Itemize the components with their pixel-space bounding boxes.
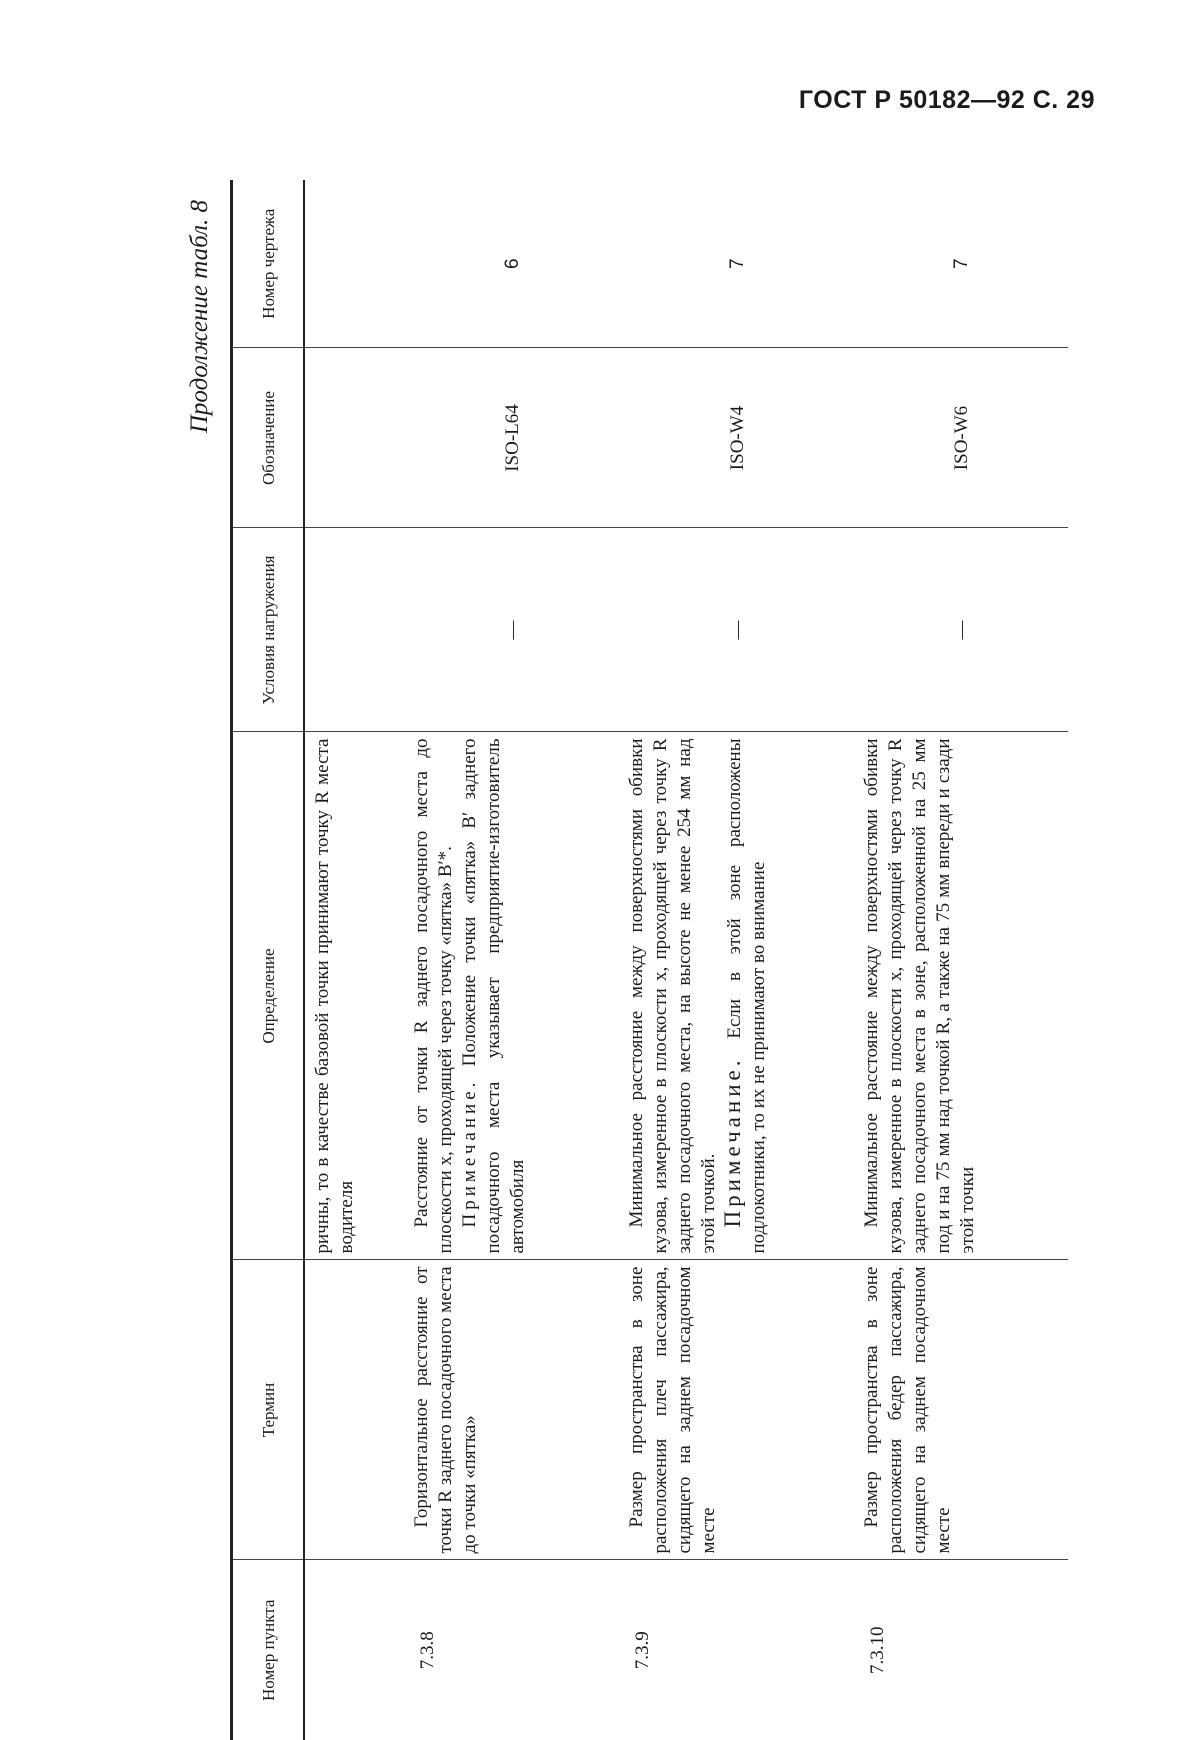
- row-definition: ричны, то в качестве базовой точки принимают точку R места водителя: [304, 732, 404, 1260]
- table-row: [304, 180, 404, 1740]
- col-header-code: Обозначение: [232, 348, 305, 528]
- row-term: [304, 1260, 404, 1560]
- row-code: [304, 348, 404, 528]
- row-term: Размер пространства в зоне расположения бедер пассажира, сидящего на заднем посадочном месте: [854, 1260, 1068, 1560]
- col-header-number: Номер пункта: [232, 1560, 305, 1740]
- col-header-load: Условия нагружения: [232, 528, 305, 732]
- row-code: ISO-W6: [854, 348, 1068, 528]
- col-header-definition: Определение: [232, 732, 305, 1260]
- row-term: Размер пространства в зоне расположения плеч пассажира, сидящего на заднем посадочном месте: [619, 1260, 854, 1560]
- table-caption: Продолжение табл. 8: [186, 200, 213, 434]
- row-code: ISO-L64: [404, 348, 619, 528]
- note-label: Примечание.: [459, 1078, 480, 1228]
- table-row: [619, 180, 854, 1740]
- row-load: —: [619, 528, 854, 732]
- note-label: Примечание.: [720, 1056, 745, 1228]
- row-load: —: [404, 528, 619, 732]
- row-drawing: [304, 180, 404, 348]
- note-text: Если в этой зоне расположены подлокотники, то их не принимают во внимание: [724, 738, 769, 1254]
- table-row: [854, 180, 1068, 1740]
- row-definition: [619, 732, 854, 1260]
- col-header-drawing: Номер чертежа: [232, 180, 305, 348]
- note-text: Положение точки «пятка» B′ заднего посадочного места указывает предприятие-изготовитель автомобиля: [459, 738, 528, 1254]
- row-load: —: [854, 528, 1068, 732]
- row-definition: Минимальное расстояние между поверхностями обивки кузова, измеренное в плоскости x, проходящей через точку R заднего посадочного места в зоне, расположенной на 25 мм под и на 75 мм над точкой R, а также на 75 мм впереди и сзади этой точки: [854, 732, 1068, 1260]
- row-number: 7.3.9: [632, 1631, 653, 1670]
- page-header: ГОСТ Р 50182—92 С. 29: [798, 86, 1095, 114]
- definition-text: Расстояние от точки R заднего посадочного места до плоскости x, проходящей через точку «пятка» B′*.: [411, 738, 456, 1254]
- row-number: 7.3.8: [417, 1631, 438, 1670]
- table-header-row: [232, 180, 305, 1740]
- row-code: ISO-W4: [619, 348, 854, 528]
- row-drawing: 7: [854, 180, 1068, 348]
- row-definition: [404, 732, 619, 1260]
- row-number: [304, 1560, 404, 1740]
- row-drawing: 7: [619, 180, 854, 348]
- row-number: 7.3.10: [867, 1626, 888, 1674]
- row-term: Горизонтальное расстояние от точки R заднего посадочного места до точки «пятка»: [404, 1260, 619, 1560]
- row-drawing: 6: [404, 180, 619, 348]
- definitions-table: [230, 180, 1068, 1740]
- row-load: [304, 528, 404, 732]
- rotated-table-block: [180, 180, 1070, 1740]
- col-header-term: Термин: [232, 1260, 305, 1560]
- table-row: [404, 180, 619, 1740]
- definition-text: Минимальное расстояние между поверхностями обивки кузова, измеренное в плоскости x, проходящей через точку R заднего посадочного места, на высоте не менее 254 мм над этой точкой.: [626, 738, 719, 1254]
